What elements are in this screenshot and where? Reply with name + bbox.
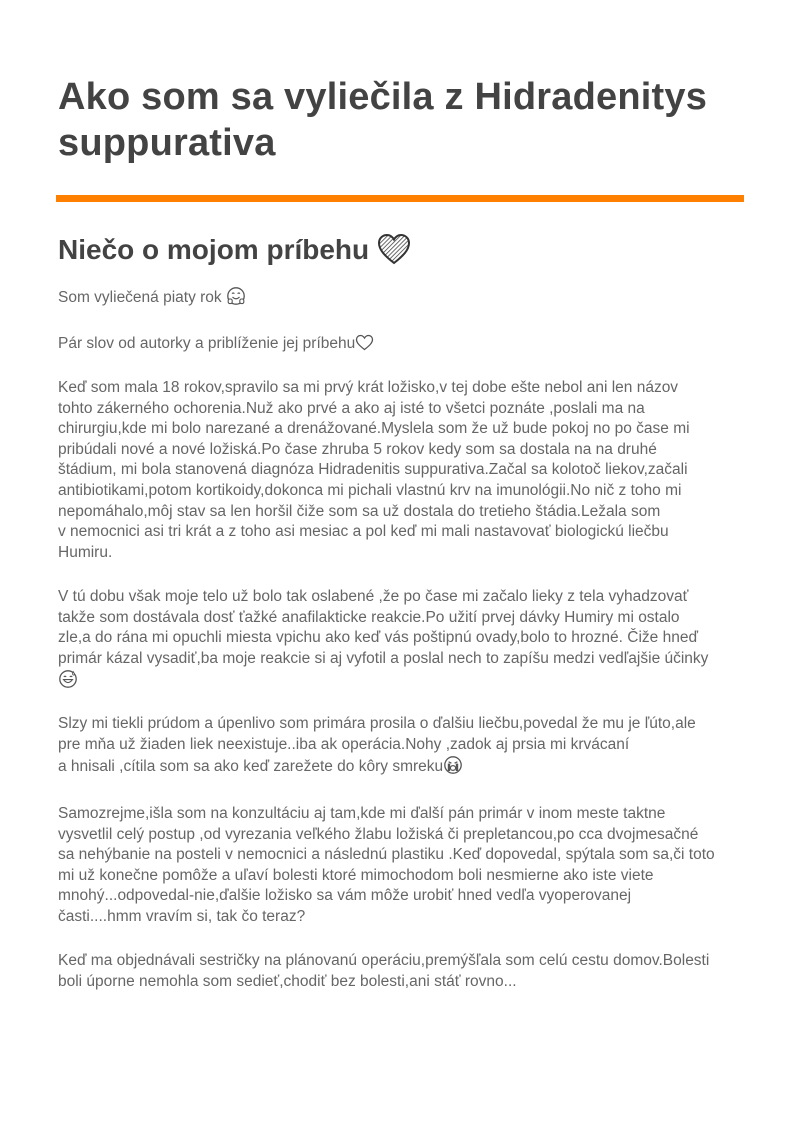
paragraph-line: mi už konečne pomôže a uľaví bolesti ktoré mimochodom boli nesmierne ako iste viete bbox=[58, 866, 654, 884]
paragraph-line: vysvetlil celý postup ,od vyrezania veľkého žlabu ložiská či prepletancou,po cca dvojmesačné bbox=[58, 825, 699, 843]
paragraph-line: V tú dobu však moje telo už bolo tak oslabené ,že po čase mi začalo lieky z tela vyhadzovať bbox=[58, 588, 689, 605]
hugging-face-icon bbox=[226, 286, 246, 306]
paragraph-line bbox=[58, 669, 748, 692]
paragraph-line: mnohý...odpovedal-nie,ďalšie ložisko sa vám môže urobiť hned vedľa vyoperovanej bbox=[58, 887, 632, 905]
paragraph-line: boli úporne nemohla som sedieť,chodiť bez bolesti,ani stáť rovno... bbox=[58, 972, 517, 990]
story-paragraph-5 bbox=[58, 951, 748, 992]
story-paragraph-1 bbox=[58, 378, 748, 563]
section-heading bbox=[58, 232, 411, 268]
paragraph-line: štádium, mi bola stanovená diagnóza Hidradenitis suppurativa.Začal sa kolotoč liekov,začali bbox=[58, 461, 688, 479]
story-paragraph-4 bbox=[58, 804, 748, 928]
title-divider bbox=[56, 195, 744, 202]
paragraph-line: chirurgiu,kde mi bolo narezané a drenážované.Myslela som že už bude pokoj no po čase mi bbox=[58, 420, 690, 438]
paragraph-line: zle,a do rána mi opuchli miesta vpichu ako keď vás poštipnú ovady,bolo to hrozné. Čiže hneď bbox=[58, 629, 698, 647]
paragraph-line bbox=[58, 755, 748, 778]
author-note-text: Pár slov od autorky a priblíženie jej príbehu bbox=[58, 335, 356, 352]
author-note-line bbox=[58, 334, 748, 355]
white-heart-icon bbox=[355, 334, 374, 351]
paragraph-line: Slzy mi tiekli prúdom a úpenlivo som primára prosila o ďalšiu liečbu,povedal že mu je ľúto,ale bbox=[58, 715, 696, 732]
grinning-sweat-icon bbox=[58, 669, 78, 689]
paragraph-line: Samozrejme,išla som na konzultáciu aj tam,kde mi ďalší pán primár v inom meste taktne bbox=[58, 805, 666, 822]
healed-line bbox=[58, 286, 748, 309]
paragraph-line-text: a hnisali ,cítila som sa ako keď zarežete do kôry smreku bbox=[58, 758, 444, 776]
section-heading-text: Niečo o mojom príbehu bbox=[58, 234, 370, 265]
paragraph-line: takže som dostávala dosť ťažké anafilakticke reakcie.Po užití prvej dávky Humiry mi ostalo bbox=[58, 608, 680, 626]
document-title: Ako som sa vyliečila z Hidradenitys suppurativa bbox=[58, 76, 708, 164]
paragraph-line: pribúdali nové a nové ložiská.Po čase zhruba 5 rokov kedy som sa dostala na na druhé bbox=[58, 440, 657, 458]
paragraph-line: primár kázal vysadiť,ba moje reakcie si aj vyfotil a poslal nech to zapíšu medzi vedľajšie účinky bbox=[58, 649, 709, 667]
paragraph-line: Humiru. bbox=[58, 543, 113, 561]
paragraph-line: časti....hmm vravím si, tak čo teraz? bbox=[58, 907, 306, 925]
paragraph-line: nepomáhalo,môj stav sa len horšil čiže som sa už dostala do tretieho štádia.Ležala som bbox=[58, 502, 661, 520]
paragraph-line: Keď som mala 18 rokov,spravilo sa mi prvý krát ložisko,v tej dobe ešte nebol ani len názov bbox=[58, 379, 679, 396]
story-paragraph-2 bbox=[58, 587, 748, 692]
paragraph-line: sa nehýbanie na posteli v nemocnici a následnú plastiku .Keď dopovedal, spýtala som sa,či toto bbox=[58, 846, 715, 864]
paragraph-line: tohto zákerného ochorenia.Nuž ako prvé a ako aj isté to všetci poznáte ,poslali ma na bbox=[58, 399, 645, 417]
paragraph-line: v nemocnici asi tri krát a z toho asi mesiac a pol keď mi mali nastavovať biologickú liečbu bbox=[58, 523, 669, 541]
paragraph-line: pre mňa už žiaden liek neexistuje..iba ak operácia.Nohy ,zadok aj prsia mi krvácaní bbox=[58, 735, 630, 753]
crying-face-icon bbox=[443, 755, 463, 775]
paragraph-line: antibiotikami,potom kortikoidy,dokonca mi pichali vlastnú krv na imunológii.No nič z toho mi bbox=[58, 481, 682, 499]
healed-text: Som vyliečená piaty rok bbox=[58, 289, 222, 306]
paragraph-line: Keď ma objednávali sestričky na plánovanú operáciu,premýšľala som celú cestu domov.Bolesti bbox=[58, 952, 710, 969]
story-paragraph-3 bbox=[58, 714, 748, 778]
striped-heart-icon bbox=[377, 233, 411, 265]
